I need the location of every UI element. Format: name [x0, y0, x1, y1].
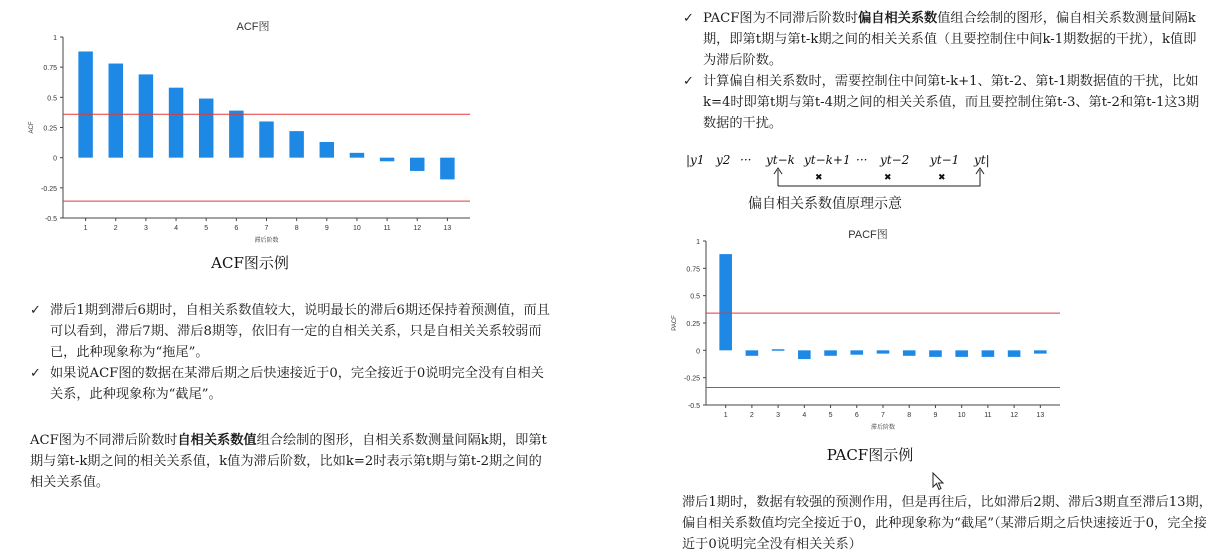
y-tick-label: 0.25 — [43, 125, 57, 133]
diagram-term: yt−2 — [880, 153, 910, 167]
bar — [410, 158, 424, 171]
y-tick-label: 1 — [53, 35, 57, 42]
x-tick-label: 6 — [854, 412, 859, 419]
diagram-caption: 偏自相关系数值原理示意 — [748, 196, 902, 212]
x-tick-label: 10 — [353, 225, 361, 232]
check-icon: ✓ — [683, 11, 694, 26]
x-tick-label: 8 — [294, 225, 299, 232]
acf-definition-paragraph: ACF图为不同滞后阶数时自相关系数值组合绘制的图形，自相关系数测量间隔k期，即第t期与第t-k期之间的相关关系值，k值为滞后阶数，比如k=2时表示第t期与第t-2期之间的相关关系值。 — [30, 433, 547, 490]
bar — [78, 51, 92, 157]
bar — [929, 350, 942, 357]
bar — [719, 254, 732, 350]
x-tick-label: 10 — [957, 412, 966, 419]
bar — [169, 88, 183, 158]
bar — [289, 131, 303, 158]
right-bullet-list — [683, 8, 1208, 134]
check-icon: ✓ — [683, 74, 694, 89]
acf-caption: ACF图示例 — [211, 254, 289, 272]
x-tick-label: 11 — [383, 225, 391, 232]
x-tick-label: 7 — [264, 225, 269, 232]
pacf-chart — [668, 222, 1068, 432]
diagram-term: ··· — [740, 153, 752, 167]
diagram-term: ··· — [856, 153, 868, 167]
x-tick-label: 1 — [83, 225, 88, 232]
bar — [824, 350, 837, 355]
bar — [798, 350, 811, 359]
list-item: ✓ 滞后1期到滞后6期时，自相关系数值较大，说明最长的滞后6期还保持着预测值，而且可以看到，滞后7期、滞后8期等，依旧有一定的自相关关系，只是自相关关系较弱而已，此种现象称为“拖尾”。 — [30, 300, 550, 363]
pacf-principle-diagram — [682, 148, 1002, 198]
diagram-term: |y1 — [686, 153, 705, 167]
x-axis-label: 滞后阶数 — [870, 425, 896, 431]
y-tick-label: 0 — [53, 155, 57, 163]
x-tick-label: 11 — [984, 412, 992, 419]
list-item: ✓ 计算偏自相关系数时，需要控制住中间第t-k+1、第t-2、第t-1期数据值的干扰，比如k=4时即第t期与第t-4期之间的相关关系值，而且要控制住第t-3、第t-2和第t-1这3期数据的干扰。 — [683, 71, 1208, 134]
x-tick-label: 4 — [802, 412, 807, 419]
bar — [380, 158, 394, 162]
x-tick-label: 2 — [749, 412, 754, 419]
x-tick-label: 7 — [881, 412, 885, 419]
check-icon: ✓ — [30, 366, 41, 381]
y-tick-label: -0.5 — [44, 216, 57, 223]
diagram-bracket — [778, 170, 980, 186]
x-axis-label: 滞后阶数 — [254, 238, 279, 244]
bar — [877, 350, 890, 353]
bar — [440, 158, 454, 180]
diagram-term: yt−k+1 — [804, 153, 851, 167]
x-tick-label: 1 — [723, 412, 728, 419]
bar — [850, 350, 863, 354]
x-tick-label: 6 — [234, 225, 239, 232]
bar — [259, 121, 273, 157]
x-tick-label: 9 — [933, 412, 938, 419]
x-tick-label: 8 — [907, 412, 912, 419]
y-axis-label: ACF — [29, 121, 35, 134]
y-tick-label: 0.5 — [690, 293, 700, 301]
diagram-term: yt| — [974, 153, 990, 167]
bar — [1008, 350, 1021, 357]
bar — [982, 350, 995, 357]
y-axis-label: PACF — [672, 315, 678, 331]
check-icon: ✓ — [30, 303, 41, 318]
acf-chart-title: ACF图 — [236, 21, 270, 33]
x-tick-label: 5 — [204, 225, 209, 232]
list-item: ✓ 如果说ACF图的数据在某滞后期之后快速接近于0，完全接近于0说明完全没有自相关关系，此种现象称为“截尾”。 — [30, 363, 550, 405]
x-tick-label: 9 — [324, 225, 329, 232]
x-tick-label: 13 — [1036, 412, 1045, 419]
bar — [109, 64, 123, 158]
x-tick-label: 3 — [776, 412, 781, 419]
bar — [139, 74, 153, 157]
x-tick-label: 3 — [143, 225, 148, 232]
acf-chart — [28, 14, 478, 254]
y-tick-label: 0.5 — [47, 95, 57, 103]
pacf-chart-title: PACF图 — [848, 229, 888, 241]
cross-mark: ✖ — [815, 172, 823, 182]
y-tick-label: 0.75 — [43, 65, 57, 73]
bar — [199, 99, 213, 158]
diagram-term: y2 — [716, 153, 731, 167]
cross-mark: ✖ — [884, 172, 892, 182]
bar — [772, 349, 785, 351]
pacf-plot — [668, 222, 1068, 432]
bar — [229, 111, 243, 158]
bar — [746, 350, 759, 355]
y-tick-label: 1 — [696, 239, 700, 246]
x-tick-label: 12 — [413, 225, 422, 232]
y-tick-label: -0.25 — [684, 375, 700, 383]
list-item: ✓ PACF图为不同滞后阶数时偏自相关系数值组合绘制的图形，偏自相关系数测量间隔k期，即第t期与第t-k期之间的相关关系值（且要控制住中间k-1期数据的干扰），k值即为滞后阶数。 — [683, 8, 1208, 71]
cross-mark: ✖ — [938, 172, 946, 182]
y-tick-label: 0 — [696, 348, 700, 356]
y-tick-label: -0.5 — [687, 403, 700, 410]
pacf-caption: PACF图示例 — [826, 446, 914, 464]
x-tick-label: 12 — [1010, 412, 1019, 419]
y-tick-label: -0.25 — [41, 185, 57, 193]
x-tick-label: 4 — [174, 225, 179, 232]
x-tick-label: 5 — [828, 412, 833, 419]
mouse-cursor-icon — [932, 472, 946, 492]
y-tick-label: 0.75 — [686, 266, 700, 274]
arrow-up-icon — [774, 168, 984, 174]
x-tick-label: 2 — [113, 225, 118, 232]
y-tick-label: 0.25 — [686, 321, 700, 328]
bar — [1034, 350, 1047, 353]
acf-plot — [28, 14, 478, 254]
bar — [320, 142, 334, 158]
diagram-term: yt−1 — [930, 153, 960, 167]
pacf-conclusion-paragraph: 滞后1期时，数据有较强的预测作用，但是再往后，比如滞后2期、滞后3期直至滞后13期，偏自相关系数值均完全接近于0，此种现象称为“截尾”（某滞后期之后快速接近于0，完全接近于0说明完全没有相关关系） — [682, 495, 1212, 552]
bar — [903, 350, 916, 355]
bar — [350, 153, 364, 158]
diagram-term: yt−k — [766, 153, 795, 167]
bar — [955, 350, 968, 357]
left-bullet-list — [30, 300, 550, 405]
x-tick-label: 13 — [443, 225, 452, 232]
